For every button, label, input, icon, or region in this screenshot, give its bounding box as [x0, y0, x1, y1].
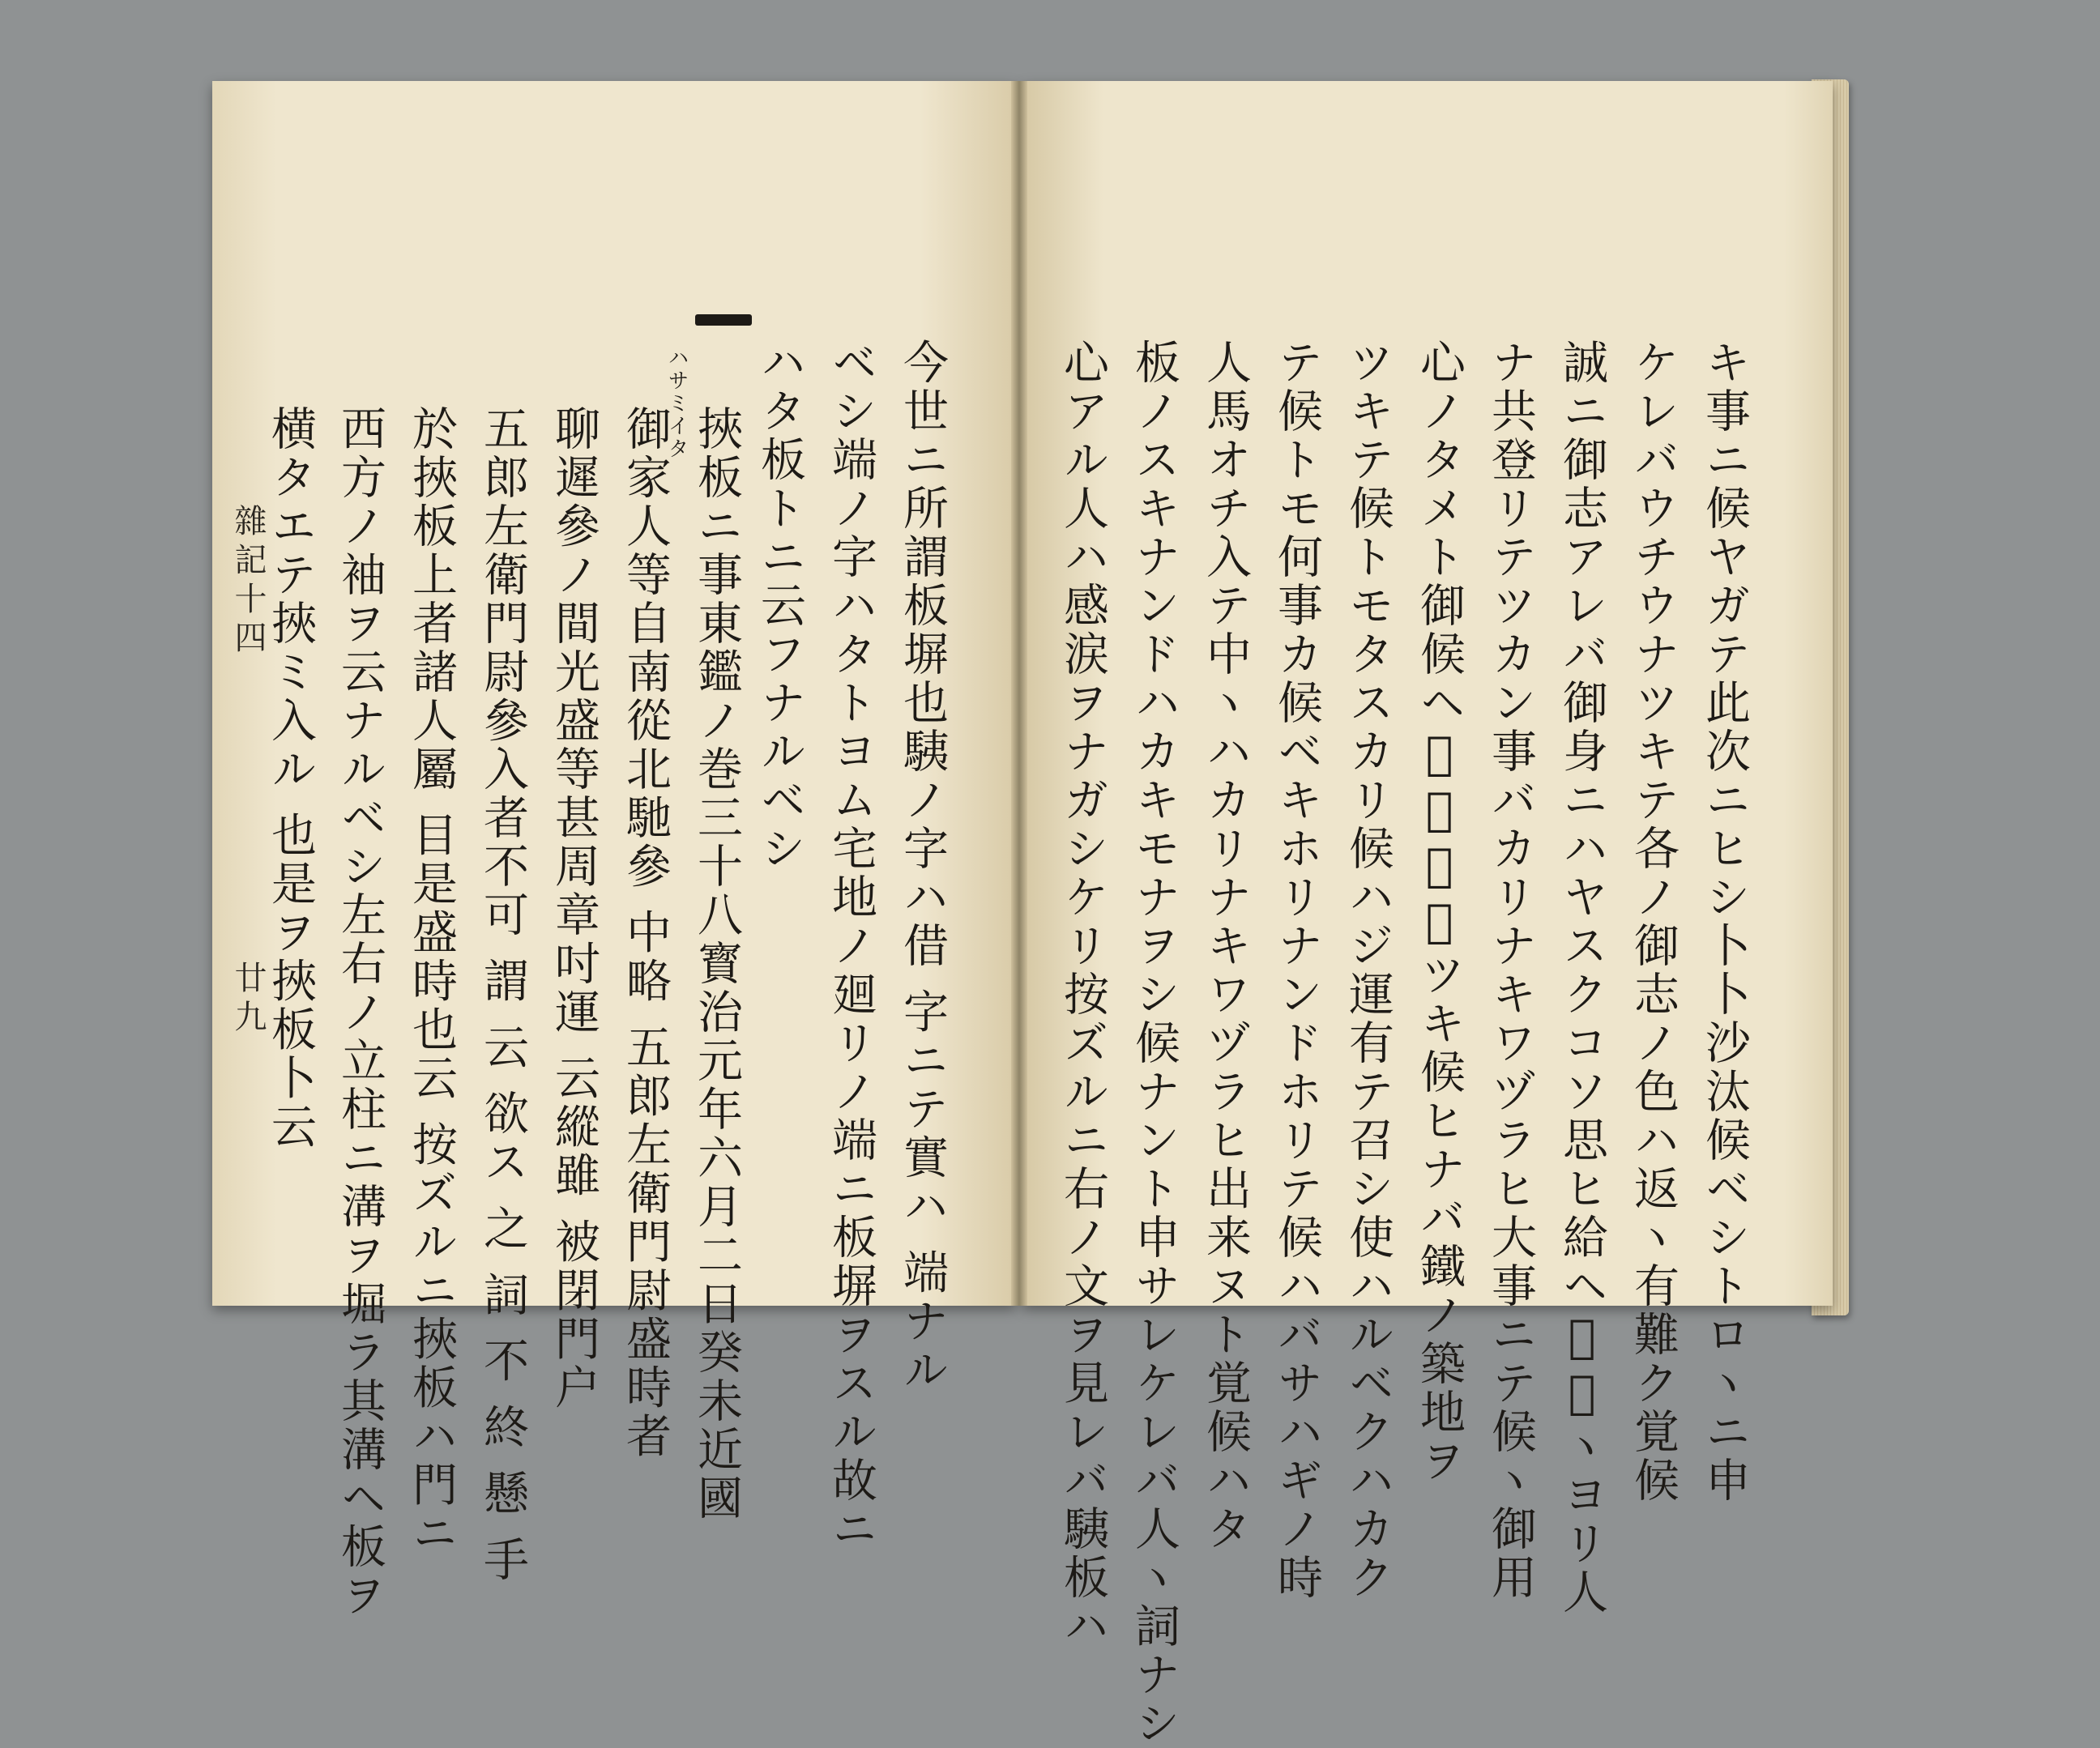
text-column: キ事ニ候ヤガテ此次ニヒシ卜卜沙汰候ベシトロヽニ申 [1698, 339, 1751, 1505]
text-column: テ候トモ何事カ候ベキホリナンドホリテ候ハバサハギノ時 [1270, 339, 1323, 1602]
text-column: 心アル人ハ感涙ヲナガシケリ按ズルニ右ノ文ヲ見レバ䮊板ハ [1056, 339, 1109, 1651]
text-column: 五郎左衛門尉參入者不可 謂 云 欲ス 之 詞 不 終 懸 手 [476, 405, 529, 1585]
text-column: 人馬オチ入テ中ヽハカリナキワヅラヒ出来ヌト覚候ハタ [1199, 339, 1252, 1554]
text-column: ツキテ候トモタスカリ候ハジ運有テ召シ使ハルベクハカク [1342, 339, 1394, 1602]
ruby-annotation: ハサミイタ [664, 347, 689, 460]
text-column: 板ノスキナンドハカキモナヲシ候ナント申サレケレバ人ヽ詞ナシ [1128, 339, 1180, 1748]
text-column: 西方ノ袖ヲ云ナルベシ左右ノ立柱ニ溝ヲ堀ラ其溝ヘ板ヲ [334, 405, 386, 1620]
text-column: 聊遲參ノ間光盛等甚周章吋運 云縱雖 被閉門户 [548, 405, 600, 1413]
text-column: 誠ニ御志アレバ御身ニハヤスクコソ思ヒ給ヘ𪜈國ヽヨリ人 [1556, 339, 1608, 1617]
text-column: 横タエテ挾ミ入ル 也是ヲ挾板卜云 [264, 405, 317, 1152]
text-column: 挾板ニ事東鑑ノ巻三十八寳治元年六月二日癸未近國 [690, 405, 743, 1523]
text-column: 於挾板上者諸人屬 目是盛時也云 按ズルニ挾板ハ門ニ [405, 405, 458, 1558]
text-column: ハタ板トニ云フナルベシ [753, 339, 806, 873]
text-column: 心ノタメト御候ヘ𪜈泰時運ツキ候ヒナバ鐵ノ築地ヲ [1413, 339, 1466, 1486]
text-column: 今世ニ所謂板塀也䮊ノ字ハ借 字ニテ實ハ 端ナル [896, 339, 949, 1395]
section-heading-mark [695, 314, 752, 326]
text-column: ナ共登リテツカン事バカリナキワヅラヒ大事ニテ候ヽ御用 [1484, 339, 1537, 1602]
book-gutter [1011, 81, 1027, 1306]
page-number: 廿九 [229, 961, 267, 1038]
margin-title: 雜記十四 [229, 504, 267, 659]
text-column: ケレバウチウナツキテ各ノ御志ノ色ハ返ヽ有難ク覚候 [1627, 339, 1680, 1505]
text-column: 御家人等自南從北馳參 中略 五郎左衛門尉盛時者 [619, 405, 672, 1461]
text-column: ベシ端ノ字ハタトヨム宅地ノ廻リノ端ニ板塀ヲスル故ニ [825, 339, 877, 1554]
